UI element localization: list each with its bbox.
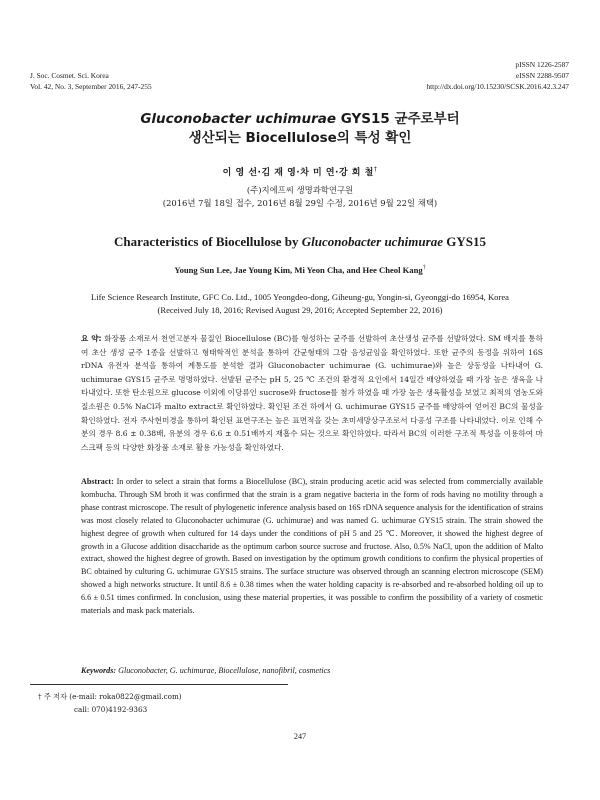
affiliation-korean — [0, 184, 600, 210]
page-number: 247 — [293, 732, 307, 741]
footnote-divider — [30, 684, 288, 685]
title-ko-species: Gluconobacter uchimurae — [140, 111, 336, 127]
abstract-en-text: In order to select a strain that forms a Biocellulose (BC), strain producing acetic acid was selected from commercially available kombucha. Through SM broth it was confirmed that the strain is a gram negative bacteria in the form of rods having no motility through a phase contrast microscope. The result of phylogenetic inference analysis based on 16S rDNA sequence analysis for the identification of strains was most closely related to Gluconobacter uchimurae (G. uchimurae) and was named G. uchimurae GYS15 strain. The strain showed the highest degree of growth when cultured for 14 days under the conditions of pH 5 and 25 ℃. Moreover, it showed the highest degree of growth in a Glucose addition disaccharide as the optimum carbon source sucrose and fructose. Also, 0.5% NaCl, upon the addition of Malto extract, showed the highest degree of growth. Based on investigation by the optimum growth conditions to confirm the physical properties of BC obtained by culturing G. uchimurae GYS15 strains. The surface structure was observed through an scanning electron microscope (SEM) showed a high networks structure. It until 8.6 ± 0.38 times when the water holding capacity is re-absorbed and re-absorbed holding oil up to 6.6 ± 0.51 times confirmed. In conclusion, using these material properties, it was possible to confirm the possibility of a variety of cosmetic materials and mask pack materials. — [81, 477, 543, 616]
abstract-korean — [81, 332, 543, 454]
title-en-prefix: Characteristics of Biocellulose by — [114, 234, 302, 249]
abstract-english — [81, 476, 543, 618]
keywords-text: Gluconobacter, G. uchimurae, Biocellulose, nanofibril, cosmetics — [118, 666, 331, 675]
journal-name: J. Soc. Cosmet. Sci. Korea — [30, 71, 109, 80]
journal-info — [30, 70, 152, 92]
title-en-species: Gluconobacter uchimurae — [301, 234, 443, 249]
authors-english — [0, 265, 600, 275]
authors-ko-names: 이 영 선·김 재 영·차 미 연·강 희 철 — [222, 168, 374, 178]
corresponding-mark: † — [373, 166, 378, 173]
dates-korean: (2016년 7월 18일 접수, 2016년 8월 29일 수정, 2016년 9월 22일 채택) — [162, 198, 438, 208]
authors-korean — [0, 165, 600, 178]
keywords-label: Keywords: — [81, 666, 117, 675]
footnote-phone: call: 070)4192-9363 — [74, 705, 148, 714]
eissn: eISSN 2288-9507 — [515, 71, 569, 80]
dates-english: (Received July 18, 2016; Revised August 29, 2016; Accepted September 22, 2016) — [157, 304, 443, 315]
abstract-ko-text: 화장품 소재로서 천연고분자 물질인 Biocellulose (BC)를 형성하는 균주를 선발하여 초산생성 균주를 선발하였다. SM 배지를 통하여 초산 생성 균주 1종을 선발하고 형태학적인 분석을 통하여 간균형태의 그람 음성균임을 확인하였다. 또한 균주의 동정을 위하여 16S rDNA 유전자 분석을 통하여 계통도를 분석한 결과 Gluconobacter uchimurae (G. uchimurae)와 높은 상동성을 나타내어 G. uchimurae GYS15 균주로 명명하였다. 선발된 균주는 pH 5, 25 ℃ 조건의 환경적 요인에서 14일간 배양하였을 때 가장 높은 생육을 나타내었다. 또한 탄소원으로 glucose 이외에 이당류인 sucrose와 fructose를 첨가 하였을 때 가장 높은 생육활성을 보였고 최적의 염농도와 질소원은 0.5% NaCl과 malto extract로 확인하였다. 확인된 조건 하에서 G. uchimurae GYS15 균주를 배양하여 얻어진 BC의 물성을 확인하였다. 전자 주사현미경을 통하여 확인된 표면구조는 높은 표면적을 갖는 초미세망상구조로서 다공성 구조를 나타내었다. 이로 인해 수분의 경우 8.6 ± 0.38배, 유분의 경우 6.6 ± 0.51배까지 재흡수 되는 것으로 확인하였다. 따라서 BC의 이러한 구조적 특성을 이용하여 마스크팩 등의 다양한 화장품 소재로 활용 가능성을 확인하였다. — [81, 334, 543, 452]
keywords — [81, 666, 543, 675]
abstract-en-label: Abstract: — [81, 477, 114, 486]
footnote — [38, 690, 182, 716]
issn-doi-info — [426, 59, 569, 92]
pissn: pISSN 1226-2587 — [515, 60, 569, 69]
title-ko-line2: 생산되는 Biocellulose의 특성 확인 — [188, 130, 412, 146]
title-ko-line1: GYS15 균주로부터 — [336, 111, 460, 127]
doi-link[interactable]: http://dx.doi.org/10.15230/SCSK.2016.42.3.247 — [426, 82, 569, 91]
affiliation-ko-text: (주)지에프씨 생명과학연구원 — [246, 185, 354, 195]
title-korean — [0, 110, 600, 148]
title-english — [0, 234, 600, 250]
abstract-ko-label: 요 약: — [81, 334, 102, 343]
authors-en-names: Young Sun Lee, Jae Young Kim, Mi Yeon Cha, and Hee Cheol Kang — [174, 265, 423, 275]
affiliation-en-text: Life Science Research Institute, GFC Co. Ltd., 1005 Yeongdeo-dong, Giheung-gu, Yongin-si, Gyeonggi-do 16954, Korea — [91, 292, 509, 302]
footnote-email: † 주 저자 (e-mail: roka0822@gmail.com) — [38, 692, 182, 701]
journal-volume: Vol. 42, No. 3, September 2016, 247-255 — [30, 82, 152, 91]
corresponding-mark-en: † — [422, 265, 426, 271]
affiliation-english — [0, 291, 600, 316]
title-en-suffix: GYS15 — [442, 234, 486, 249]
